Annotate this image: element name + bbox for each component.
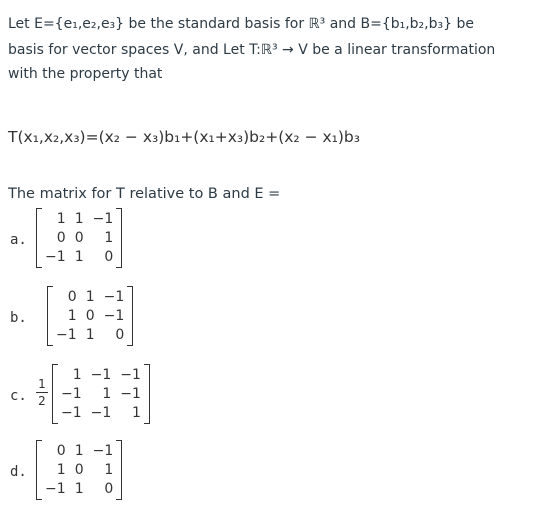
matrix-cell: 0	[74, 462, 84, 478]
option-label-d: d.	[10, 464, 27, 480]
matrix-cell: −1	[120, 367, 141, 383]
matrix-cell: 1	[85, 289, 95, 305]
matrix-cell: −1	[61, 405, 82, 421]
matrix-cell: −1	[103, 289, 125, 305]
matrix-b	[47, 286, 133, 346]
matrix-cell: 1	[74, 249, 84, 265]
matrix-cell: 1	[74, 481, 84, 497]
matrix-cell: 0	[74, 230, 84, 246]
matrix-cell: 1	[85, 327, 95, 343]
question-prompt: The matrix for T relative to B and E =	[8, 186, 281, 202]
question-line-1: Let E={e₁,e₂,e₃} be the standard basis for ℝ³ and B={b₁,b₂,b₃} be	[8, 16, 474, 32]
transformation-formula: T(x₁,x₂,x₃)=(x₂ − x₃)b₁+(x₁+x₃)b₂+(x₂ − x₁)b₃	[8, 128, 360, 146]
matrix-cell: −1	[92, 443, 114, 459]
matrix-cell: 0	[56, 443, 66, 459]
question-line-2: basis for vector spaces V, and Let T:ℝ³ → V be a linear transformation	[8, 42, 496, 58]
matrix-cell: −1	[56, 327, 77, 343]
matrix-c	[52, 364, 150, 424]
option-label-b: b.	[10, 310, 27, 326]
option-label-a: a.	[10, 232, 27, 248]
matrix-cell: 1	[72, 367, 82, 383]
matrix-cell: 0	[104, 481, 114, 497]
matrix-a	[36, 208, 122, 268]
matrix-cell: 1	[132, 405, 141, 421]
coefficient-denominator: 2	[38, 394, 46, 408]
coefficient-numerator: 1	[38, 377, 46, 391]
matrix-cell: −1	[45, 249, 66, 265]
matrix-cell: 0	[104, 249, 114, 265]
matrix-cell: 1	[74, 443, 84, 459]
matrix-cell: −1	[120, 386, 141, 402]
matrix-cell: −1	[61, 386, 82, 402]
matrix-cell: 1	[104, 230, 114, 246]
matrix-cell: −1	[90, 367, 112, 383]
matrix-cell: 0	[85, 308, 95, 324]
matrix-cell: 1	[56, 462, 66, 478]
matrix-cell: 0	[56, 230, 66, 246]
matrix-cell: 1	[67, 308, 77, 324]
option-label-c: c.	[10, 388, 27, 404]
matrix-cell: −1	[90, 405, 112, 421]
matrix-cell: −1	[92, 211, 114, 227]
matrix-cell: 1	[56, 211, 66, 227]
matrix-d	[36, 440, 122, 500]
coefficient-fraction	[36, 377, 48, 408]
matrix-cell: 0	[67, 289, 77, 305]
matrix-cell: −1	[45, 481, 66, 497]
matrix-cell: 0	[115, 327, 125, 343]
matrix-cell: 1	[104, 462, 114, 478]
matrix-cell: −1	[103, 308, 125, 324]
matrix-cell: 1	[102, 386, 112, 402]
question-line-3: with the property that	[8, 66, 163, 82]
matrix-cell: 1	[74, 211, 84, 227]
